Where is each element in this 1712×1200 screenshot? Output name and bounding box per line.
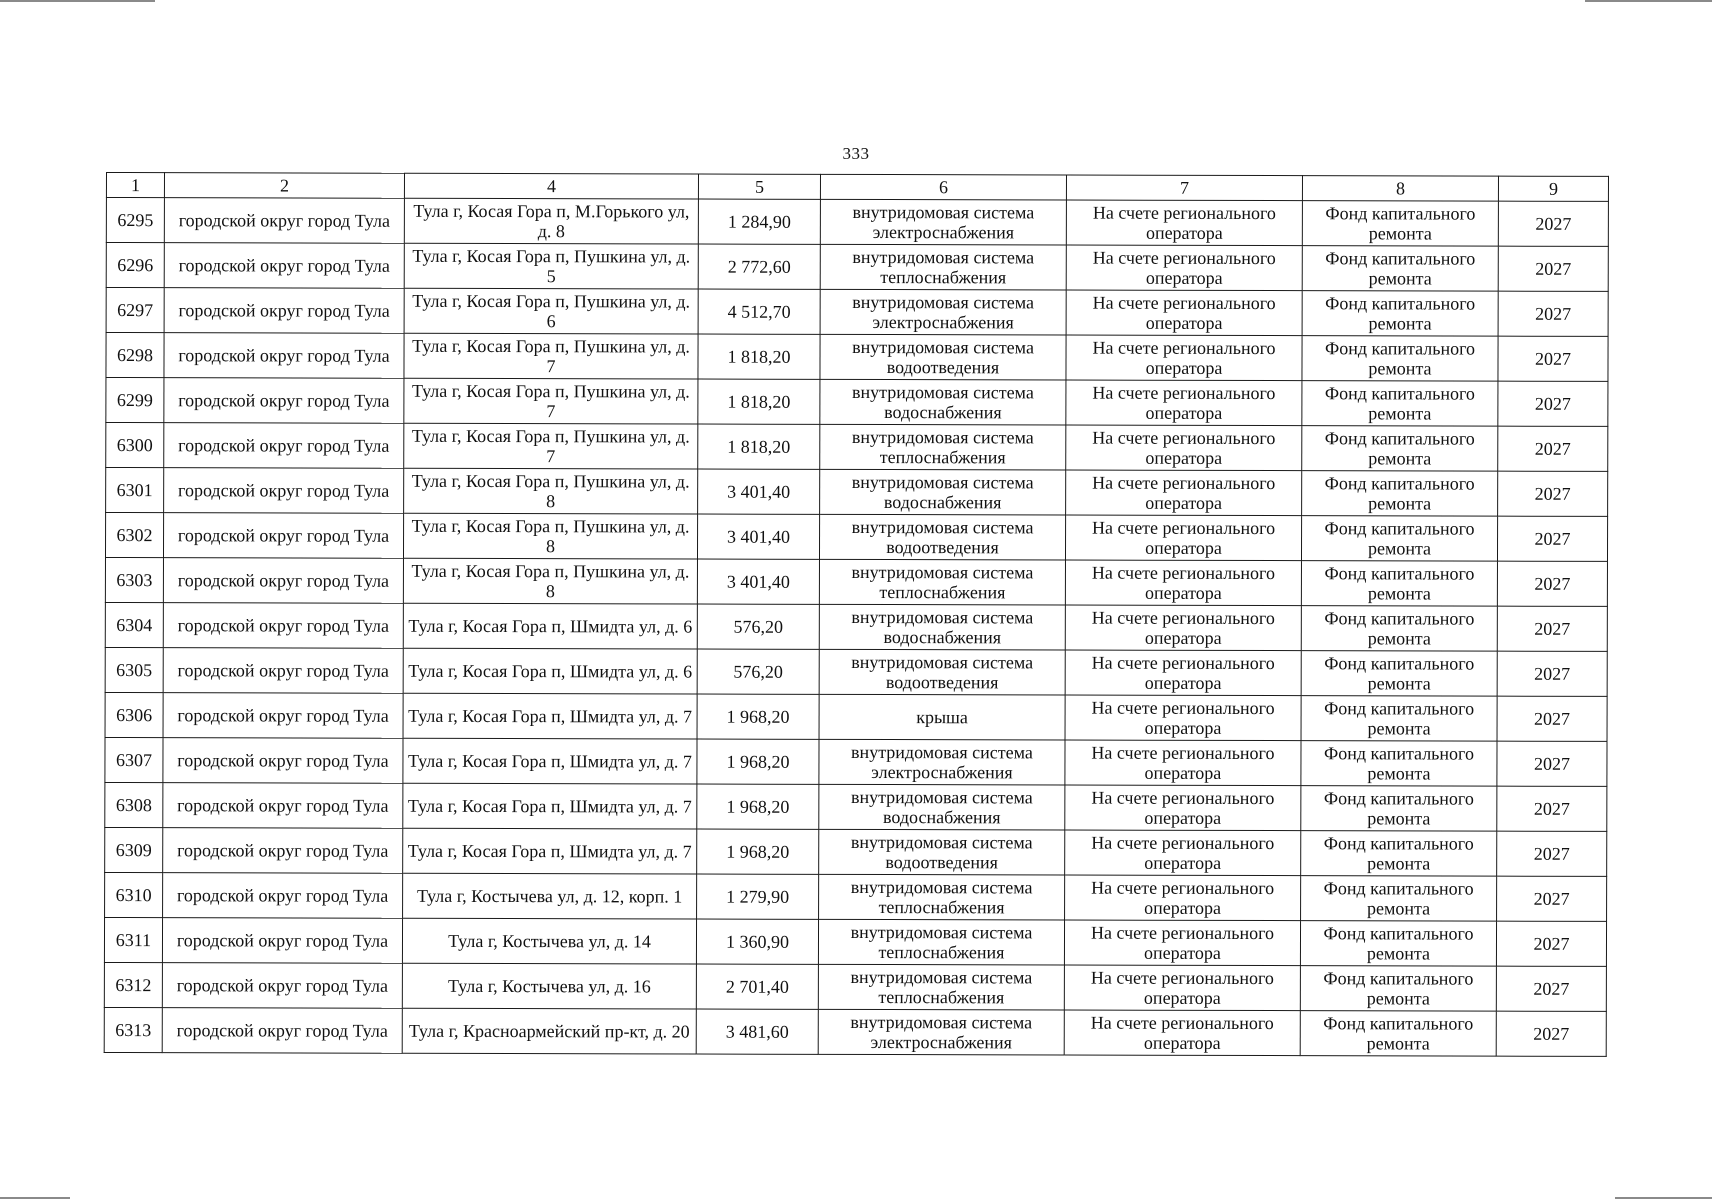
table-row <box>105 692 1607 741</box>
building-system-cell: внутридомовая система электроснабжения <box>819 739 1065 785</box>
fund-account-cell: На счете регионального оператора <box>1066 335 1302 381</box>
table-header <box>106 173 1608 202</box>
row-number-cell: 6313 <box>104 1007 162 1052</box>
scan-edge-top-left <box>0 0 155 2</box>
repair-year-cell: 2027 <box>1498 336 1608 381</box>
fund-account-cell: На счете регионального оператора <box>1065 650 1301 696</box>
address-cell: Тула г, Косая Гора п, Шмидта ул, д. 7 <box>403 783 697 829</box>
repair-year-cell: 2027 <box>1498 426 1608 471</box>
area-cell: 3 401,40 <box>697 559 819 604</box>
building-system-cell: внутридомовая система теплоснабжения <box>819 874 1065 920</box>
area-cell: 1 968,20 <box>697 829 819 874</box>
address-cell: Тула г, Косая Гора п, Пушкина ул, д. 7 <box>404 333 698 379</box>
address-cell: Тула г, Косая Гора п, М.Горького ул, д. 8 <box>404 198 698 244</box>
row-number-cell: 6296 <box>106 243 164 288</box>
funding-source-cell: Фонд капитального ремонта <box>1300 1011 1496 1057</box>
municipality-cell: городской округ город Тула <box>164 468 404 514</box>
funding-source-cell: Фонд капитального ремонта <box>1301 876 1497 922</box>
address-cell: Тула г, Косая Гора п, Пушкина ул, д. 8 <box>403 513 697 559</box>
funding-source-cell: Фонд капитального ремонта <box>1302 471 1498 517</box>
row-number-cell: 6301 <box>106 468 164 513</box>
fund-account-cell: На счете регионального оператора <box>1065 515 1301 561</box>
table-row <box>106 468 1608 517</box>
repair-year-cell: 2027 <box>1497 516 1607 561</box>
repair-year-cell: 2027 <box>1497 561 1607 606</box>
municipality-cell: городской округ город Тула <box>164 243 404 289</box>
fund-account-cell: На счете регионального оператора <box>1065 740 1301 786</box>
table-row <box>106 243 1608 292</box>
column-header: 1 <box>106 173 164 198</box>
repair-year-cell: 2027 <box>1497 696 1607 741</box>
building-system-cell: внутридомовая система электроснабжения <box>820 289 1066 335</box>
row-number-cell: 6306 <box>105 692 163 737</box>
row-number-cell: 6302 <box>105 513 163 558</box>
column-header: 4 <box>404 173 698 199</box>
fund-account-cell: На счете регионального оператора <box>1066 380 1302 426</box>
area-cell: 1 968,20 <box>697 739 819 784</box>
fund-account-cell: На счете регионального оператора <box>1064 1010 1300 1056</box>
scan-edge-bottom-right <box>1615 1197 1712 1199</box>
funding-source-cell: Фонд капитального ремонта <box>1301 741 1497 787</box>
repair-year-cell: 2027 <box>1498 201 1608 246</box>
area-cell: 1 360,90 <box>696 919 818 964</box>
table-row <box>106 198 1608 247</box>
area-cell: 1 818,20 <box>698 424 820 469</box>
building-system-cell: внутридомовая система электроснабжения <box>818 1009 1064 1055</box>
fund-account-cell: На счете регионального оператора <box>1065 875 1301 921</box>
table-row <box>106 288 1608 337</box>
area-cell: 1 818,20 <box>698 334 820 379</box>
area-cell: 3 401,40 <box>697 514 819 559</box>
repair-year-cell: 2027 <box>1497 831 1607 876</box>
column-header: 2 <box>164 173 404 199</box>
column-header: 5 <box>698 174 820 199</box>
funding-source-cell: Фонд капитального ремонта <box>1302 291 1498 337</box>
row-number-cell: 6299 <box>106 378 164 423</box>
row-number-cell: 6310 <box>105 872 163 917</box>
repair-year-cell: 2027 <box>1497 606 1607 651</box>
repair-year-cell: 2027 <box>1497 651 1607 696</box>
area-cell: 2 701,40 <box>696 964 818 1009</box>
column-header: 6 <box>820 174 1066 200</box>
municipality-cell: городской округ город Тула <box>163 648 403 694</box>
municipality-cell: городской округ город Тула <box>164 288 404 334</box>
repair-register-table <box>104 172 1609 1057</box>
row-number-cell: 6307 <box>105 737 163 782</box>
funding-source-cell: Фонд капитального ремонта <box>1302 381 1498 427</box>
table-row <box>105 782 1607 831</box>
building-system-cell: внутридомовая система теплоснабжения <box>819 559 1065 605</box>
column-header: 8 <box>1302 176 1498 202</box>
area-cell: 1 818,20 <box>698 379 820 424</box>
building-system-cell: внутридомовая система водоснабжения <box>820 379 1066 425</box>
funding-source-cell: Фонд капитального ремонта <box>1302 336 1498 382</box>
scan-edge-bottom-left <box>0 1197 70 1199</box>
address-cell: Тула г, Косая Гора п, Шмидта ул, д. 7 <box>403 738 697 784</box>
row-number-cell: 6304 <box>105 602 163 647</box>
municipality-cell: городской округ город Тула <box>163 693 403 739</box>
address-cell: Тула г, Косая Гора п, Пушкина ул, д. 8 <box>403 558 697 604</box>
fund-account-cell: На счете регионального оператора <box>1066 470 1302 516</box>
funding-source-cell: Фонд капитального ремонта <box>1301 516 1497 562</box>
row-number-cell: 6309 <box>105 827 163 872</box>
address-cell: Тула г, Косая Гора п, Шмидта ул, д. 7 <box>403 693 697 739</box>
repair-year-cell: 2027 <box>1496 1011 1606 1056</box>
address-cell: Тула г, Костычева ул, д. 16 <box>402 963 696 1009</box>
repair-year-cell: 2027 <box>1497 786 1607 831</box>
area-cell: 576,20 <box>697 604 819 649</box>
table-row <box>105 602 1607 651</box>
address-cell: Тула г, Косая Гора п, Шмидта ул, д. 6 <box>403 648 697 694</box>
row-number-cell: 6295 <box>106 198 164 243</box>
repair-year-cell: 2027 <box>1496 966 1606 1011</box>
area-cell: 1 968,20 <box>697 694 819 739</box>
table-row <box>105 827 1607 876</box>
column-header: 7 <box>1066 175 1302 201</box>
address-cell: Тула г, Косая Гора п, Пушкина ул, д. 7 <box>404 423 698 469</box>
funding-source-cell: Фонд капитального ремонта <box>1300 921 1496 967</box>
table-row <box>105 647 1607 696</box>
fund-account-cell: На счете регионального оператора <box>1066 245 1302 291</box>
table-row <box>105 558 1607 607</box>
area-cell: 3 401,40 <box>698 469 820 514</box>
municipality-cell: городской округ город Тула <box>163 738 403 784</box>
repair-year-cell: 2027 <box>1498 471 1608 516</box>
funding-source-cell: Фонд капитального ремонта <box>1301 696 1497 742</box>
area-cell: 1 284,90 <box>698 199 820 244</box>
row-number-cell: 6311 <box>104 917 162 962</box>
funding-source-cell: Фонд капитального ремонта <box>1302 246 1498 292</box>
municipality-cell: городской округ город Тула <box>163 513 403 559</box>
municipality-cell: городской округ город Тула <box>162 918 402 964</box>
area-cell: 2 772,60 <box>698 244 820 289</box>
table-row <box>105 872 1607 921</box>
page-number: 333 <box>842 144 870 163</box>
funding-source-cell: Фонд капитального ремонта <box>1301 831 1497 877</box>
fund-account-cell: На счете регионального оператора <box>1066 425 1302 471</box>
building-system-cell: внутридомовая система водоснабжения <box>820 469 1066 515</box>
municipality-cell: городской округ город Тула <box>163 558 403 604</box>
row-number-cell: 6297 <box>106 288 164 333</box>
table-row <box>106 378 1608 427</box>
area-cell: 3 481,60 <box>696 1009 818 1054</box>
municipality-cell: городской округ город Тула <box>163 783 403 829</box>
building-system-cell: внутридомовая система водоотведения <box>819 514 1065 560</box>
row-number-cell: 6312 <box>104 962 162 1007</box>
fund-account-cell: На счете регионального оператора <box>1065 560 1301 606</box>
table-row <box>105 513 1607 562</box>
repair-year-cell: 2027 <box>1498 291 1608 336</box>
building-system-cell: внутридомовая система водоотведения <box>820 334 1066 380</box>
building-system-cell: внутридомовая система водоотведения <box>819 649 1065 695</box>
funding-source-cell: Фонд капитального ремонта <box>1301 651 1497 697</box>
address-cell: Тула г, Косая Гора п, Пушкина ул, д. 7 <box>404 378 698 424</box>
address-cell: Тула г, Косая Гора п, Пушкина ул, д. 5 <box>404 243 698 289</box>
funding-source-cell: Фонд капитального ремонта <box>1301 606 1497 652</box>
building-system-cell: внутридомовая система водоотведения <box>819 829 1065 875</box>
fund-account-cell: На счете регионального оператора <box>1064 965 1300 1011</box>
funding-source-cell: Фонд капитального ремонта <box>1301 786 1497 832</box>
address-cell: Тула г, Красноармейский пр-кт, д. 20 <box>402 1008 696 1054</box>
row-number-cell: 6298 <box>106 333 164 378</box>
fund-account-cell: На счете регионального оператора <box>1065 830 1301 876</box>
building-system-cell: внутридомовая система теплоснабжения <box>818 919 1064 965</box>
municipality-cell: городской округ город Тула <box>164 333 404 379</box>
area-cell: 4 512,70 <box>698 289 820 334</box>
repair-year-cell: 2027 <box>1498 246 1608 291</box>
building-system-cell: внутридомовая система теплоснабжения <box>820 424 1066 470</box>
fund-account-cell: На счете регионального оператора <box>1066 290 1302 336</box>
fund-account-cell: На счете регионального оператора <box>1066 200 1302 246</box>
header-row <box>106 173 1608 202</box>
funding-source-cell: Фонд капитального ремонта <box>1302 426 1498 472</box>
row-number-cell: 6303 <box>105 558 163 603</box>
funding-source-cell: Фонд капитального ремонта <box>1301 561 1497 607</box>
fund-account-cell: На счете регионального оператора <box>1064 920 1300 966</box>
address-cell: Тула г, Косая Гора п, Шмидта ул, д. 7 <box>403 828 697 874</box>
repair-year-cell: 2027 <box>1497 876 1607 921</box>
address-cell: Тула г, Костычева ул, д. 14 <box>402 918 696 964</box>
row-number-cell: 6308 <box>105 782 163 827</box>
building-system-cell: крыша <box>819 694 1065 740</box>
fund-account-cell: На счете регионального оператора <box>1065 695 1301 741</box>
funding-source-cell: Фонд капитального ремонта <box>1302 201 1498 247</box>
address-cell: Тула г, Косая Гора п, Пушкина ул, д. 6 <box>404 288 698 334</box>
repair-year-cell: 2027 <box>1497 741 1607 786</box>
table-row <box>104 917 1606 966</box>
row-number-cell: 6300 <box>106 423 164 468</box>
area-cell: 1 279,90 <box>697 874 819 919</box>
municipality-cell: городской округ город Тула <box>164 198 404 244</box>
table-row <box>106 423 1608 472</box>
municipality-cell: городской округ город Тула <box>163 603 403 649</box>
scan-edge-top-right <box>1585 0 1712 2</box>
funding-source-cell: Фонд капитального ремонта <box>1300 966 1496 1012</box>
fund-account-cell: На счете регионального оператора <box>1065 785 1301 831</box>
building-system-cell: внутридомовая система водоснабжения <box>819 604 1065 650</box>
municipality-cell: городской округ город Тула <box>164 423 404 469</box>
table-row <box>104 962 1606 1011</box>
area-cell: 1 968,20 <box>697 784 819 829</box>
address-cell: Тула г, Костычева ул, д. 12, корп. 1 <box>403 873 697 919</box>
column-header: 9 <box>1498 176 1608 201</box>
municipality-cell: городской округ город Тула <box>162 963 402 1009</box>
area-cell: 576,20 <box>697 649 819 694</box>
address-cell: Тула г, Косая Гора п, Шмидта ул, д. 6 <box>403 603 697 649</box>
building-system-cell: внутридомовая система теплоснабжения <box>818 964 1064 1010</box>
repair-year-cell: 2027 <box>1498 381 1608 426</box>
municipality-cell: городской округ город Тула <box>163 828 403 874</box>
fund-account-cell: На счете регионального оператора <box>1065 605 1301 651</box>
table-body <box>104 198 1608 1057</box>
municipality-cell: городской округ город Тула <box>162 1008 402 1054</box>
row-number-cell: 6305 <box>105 647 163 692</box>
repair-year-cell: 2027 <box>1496 921 1606 966</box>
building-system-cell: внутридомовая система теплоснабжения <box>820 244 1066 290</box>
table-row <box>104 1007 1606 1056</box>
municipality-cell: городской округ город Тула <box>164 378 404 424</box>
building-system-cell: внутридомовая система электроснабжения <box>820 199 1066 245</box>
municipality-cell: городской округ город Тула <box>163 873 403 919</box>
building-system-cell: внутридомовая система водоснабжения <box>819 784 1065 830</box>
address-cell: Тула г, Косая Гора п, Пушкина ул, д. 8 <box>404 468 698 514</box>
table-row <box>105 737 1607 786</box>
table-row <box>106 333 1608 382</box>
